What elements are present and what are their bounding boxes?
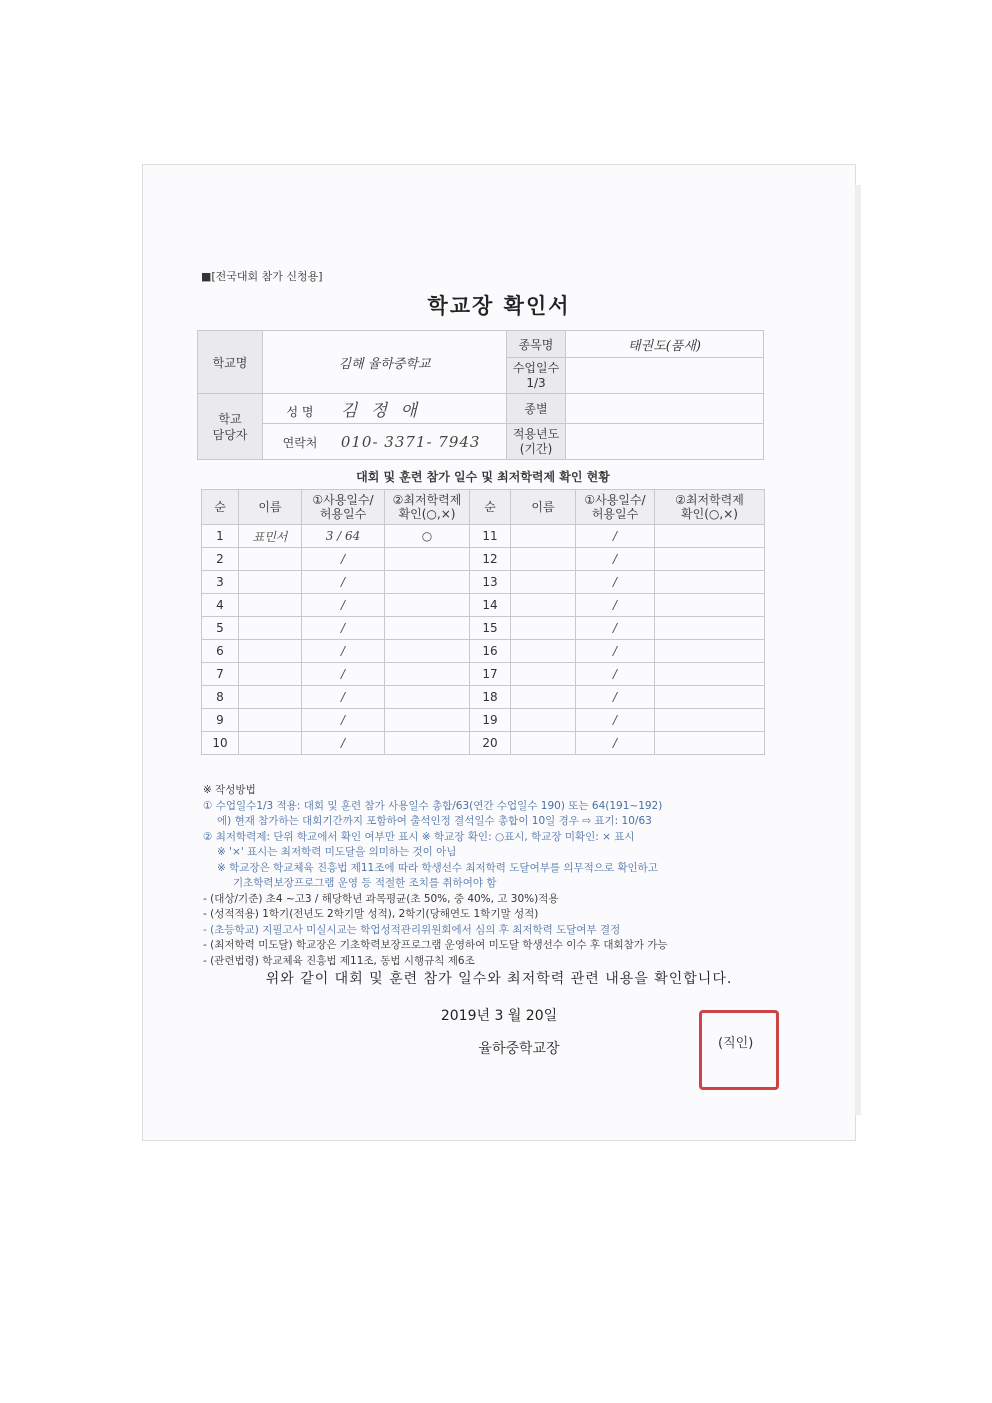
days-used: / <box>302 594 385 617</box>
student-name <box>239 663 302 686</box>
manager-label-line1: 학교 <box>218 411 242 426</box>
min-check <box>655 732 765 755</box>
event-label: 종별 <box>507 394 566 424</box>
table-row <box>202 594 765 617</box>
note-1b: 에) 현재 참가하는 대회기간까지 포함하여 출석인정 결석일수 총합이 10일 경우 ⇨ 표기: 10/63 <box>217 815 652 827</box>
min-check <box>655 686 765 709</box>
table-row <box>202 663 765 686</box>
student-name <box>239 571 302 594</box>
document-page <box>143 165 855 1140</box>
notes-header: ※ 작성방법 <box>203 784 256 796</box>
days-used: / <box>302 548 385 571</box>
note-9: - (관련법령) 학교체육 진흥법 제11조, 동법 시행규칙 제6조 <box>203 954 475 967</box>
min-check <box>655 548 765 571</box>
days-used: / <box>576 571 655 594</box>
student-name <box>511 732 576 755</box>
col-days-2-line1: ①사용일수/ <box>584 493 646 507</box>
col-min-2-line2: 확인(○,×) <box>681 507 738 521</box>
student-name <box>511 617 576 640</box>
status-table <box>201 463 765 755</box>
col-days-line2: 허용일수 <box>319 507 367 521</box>
min-check <box>385 640 470 663</box>
student-name <box>239 709 302 732</box>
table-row <box>202 732 765 755</box>
days-used: / <box>576 525 655 548</box>
confirmation-text: 위와 같이 대회 및 훈련 참가 일수와 최저학력 관련 내용을 확인합니다. <box>265 971 733 987</box>
student-name <box>239 732 302 755</box>
row-number: 1 <box>202 525 239 548</box>
min-check <box>385 548 470 571</box>
contact-label: 연락처 <box>282 435 318 450</box>
student-name <box>511 686 576 709</box>
student-name <box>511 525 576 548</box>
table-row <box>202 525 765 548</box>
row-number: 8 <box>202 686 239 709</box>
note-5: - (대상/기준) 초4 ~고3 / 해당학년 과목평균(초 50%, 중 40%, 고 30%)적용 <box>203 892 559 905</box>
min-check <box>385 709 470 732</box>
note-4b: 기초학력보장프로그램 운영 등 적절한 조치를 취하여야 함 <box>233 877 497 889</box>
days-used: / <box>302 709 385 732</box>
days-value <box>566 358 764 394</box>
col-min-line2: 확인(○,×) <box>398 507 456 521</box>
row-number: 4 <box>202 594 239 617</box>
col-name: 이름 <box>239 490 302 525</box>
min-check <box>385 617 470 640</box>
issue-date: 2019년 3 월 20일 <box>440 1008 558 1024</box>
col-min-line1: ②최저학력제 <box>392 493 462 507</box>
col-min-2 <box>655 490 765 525</box>
principal-name: 율하중학교장 <box>478 1041 560 1057</box>
year-label-line1: 적용년도 <box>512 426 560 441</box>
student-name: 표민서 <box>239 525 302 548</box>
row-number: 10 <box>202 732 239 755</box>
school-value: 김해 율하중학교 <box>263 331 507 394</box>
row-number: 19 <box>470 709 511 732</box>
student-name <box>239 594 302 617</box>
table-row <box>202 548 765 571</box>
year-label-line2: (기간) <box>519 441 553 456</box>
min-check <box>655 594 765 617</box>
info-table <box>197 330 764 460</box>
form-type-tag: ■[전국대회 참가 신청용] <box>201 270 323 283</box>
seal-label: (직인) <box>718 1036 754 1051</box>
row-number: 18 <box>470 686 511 709</box>
days-label <box>507 358 566 394</box>
table-row <box>202 686 765 709</box>
manager-label <box>198 394 263 460</box>
min-check <box>655 663 765 686</box>
days-used: / <box>576 617 655 640</box>
note-3: ※ '×' 표시는 최저학력 미도달을 의미하는 것이 아님 <box>217 846 457 858</box>
days-used: / <box>302 663 385 686</box>
name-value: 김 정 애 <box>340 401 421 421</box>
note-4a: ※ 학교장은 학교체육 진흥법 제11조에 따라 학생선수 최저학력 도달여부를 의무적으로 확인하고 <box>217 861 658 874</box>
student-name <box>511 640 576 663</box>
min-check <box>385 571 470 594</box>
name-label: 성 명 <box>286 405 314 419</box>
days-used: / <box>576 640 655 663</box>
row-number: 15 <box>470 617 511 640</box>
min-check <box>655 617 765 640</box>
col-days-2 <box>576 490 655 525</box>
student-name <box>511 571 576 594</box>
instructions <box>203 783 803 969</box>
sport-value: 태권도(품새) <box>566 331 764 358</box>
note-7: - (초등학교) 지필고사 미실시교는 학업성적관리위원회에서 심의 후 최저학력 도달여부 결정 <box>203 923 621 936</box>
col-min-2-line1: ②최저학력제 <box>675 493 744 507</box>
col-min <box>385 490 470 525</box>
student-name <box>239 548 302 571</box>
min-check <box>655 571 765 594</box>
min-check <box>655 525 765 548</box>
year-label <box>507 424 566 460</box>
days-used: 3 / 64 <box>302 525 385 548</box>
days-label-line2: 1/3 <box>526 375 546 390</box>
table-row <box>202 640 765 663</box>
row-number: 5 <box>202 617 239 640</box>
days-used: / <box>302 571 385 594</box>
days-used: / <box>302 732 385 755</box>
days-used: / <box>576 594 655 617</box>
student-name <box>511 594 576 617</box>
row-number: 9 <box>202 709 239 732</box>
min-check <box>385 663 470 686</box>
table-row <box>202 709 765 732</box>
min-check <box>655 709 765 732</box>
min-check <box>385 594 470 617</box>
row-number: 7 <box>202 663 239 686</box>
contact-value: 010- 3371- 7943 <box>340 432 481 451</box>
row-number: 13 <box>470 571 511 594</box>
student-name <box>511 548 576 571</box>
row-number: 11 <box>470 525 511 548</box>
table-row <box>202 571 765 594</box>
row-number: 3 <box>202 571 239 594</box>
row-number: 12 <box>470 548 511 571</box>
student-name <box>511 709 576 732</box>
student-name <box>239 640 302 663</box>
table-row <box>202 617 765 640</box>
contact-cell <box>263 424 507 460</box>
col-name-2: 이름 <box>511 490 576 525</box>
min-check <box>385 686 470 709</box>
col-days-line1: ①사용일수/ <box>312 493 374 507</box>
days-label-line1: 수업일수 <box>512 360 560 375</box>
days-used: / <box>576 663 655 686</box>
min-check: ○ <box>385 525 470 548</box>
status-caption: 대회 및 훈련 참가 일수 및 최저학력제 확인 현황 <box>356 469 610 484</box>
note-2: ② 최저학력제: 단위 학교에서 확인 여부만 표시 ※ 학교장 확인: ○표시, 학교장 미확인: × 표시 <box>203 830 635 843</box>
year-value <box>566 424 764 460</box>
col-no-2: 순 <box>470 490 511 525</box>
student-name <box>239 686 302 709</box>
row-number: 14 <box>470 594 511 617</box>
school-label: 학교명 <box>198 331 263 394</box>
min-check <box>385 732 470 755</box>
days-used: / <box>576 686 655 709</box>
student-name <box>239 617 302 640</box>
row-number: 16 <box>470 640 511 663</box>
document-title: 학교장 확인서 <box>427 294 571 318</box>
min-check <box>655 640 765 663</box>
days-used: / <box>576 548 655 571</box>
student-name <box>511 663 576 686</box>
sport-label: 종목명 <box>507 331 566 358</box>
col-days <box>302 490 385 525</box>
manager-label-line2: 담당자 <box>212 427 248 442</box>
days-used: / <box>576 709 655 732</box>
col-days-2-line2: 허용일수 <box>591 507 639 521</box>
name-cell <box>263 394 507 424</box>
days-used: / <box>302 640 385 663</box>
page-edge <box>855 185 861 1115</box>
note-8: - (최저학력 미도달) 학교장은 기초학력보장프로그램 운영하여 미도달 학생선수 이수 후 대회참가 가능 <box>203 939 668 951</box>
row-number: 2 <box>202 548 239 571</box>
days-used: / <box>576 732 655 755</box>
days-used: / <box>302 617 385 640</box>
note-6: - (성적적용) 1학기(전년도 2학기말 성적), 2학기(당해연도 1학기말 성적) <box>203 908 539 920</box>
row-number: 20 <box>470 732 511 755</box>
row-number: 17 <box>470 663 511 686</box>
col-no: 순 <box>202 490 239 525</box>
event-value <box>566 394 764 424</box>
note-1a: ① 수업일수1/3 적용: 대회 및 훈련 참가 사용일수 총합/63(연간 수업일수 190) 또는 64(191~192) <box>203 799 663 812</box>
row-number: 6 <box>202 640 239 663</box>
days-used: / <box>302 686 385 709</box>
